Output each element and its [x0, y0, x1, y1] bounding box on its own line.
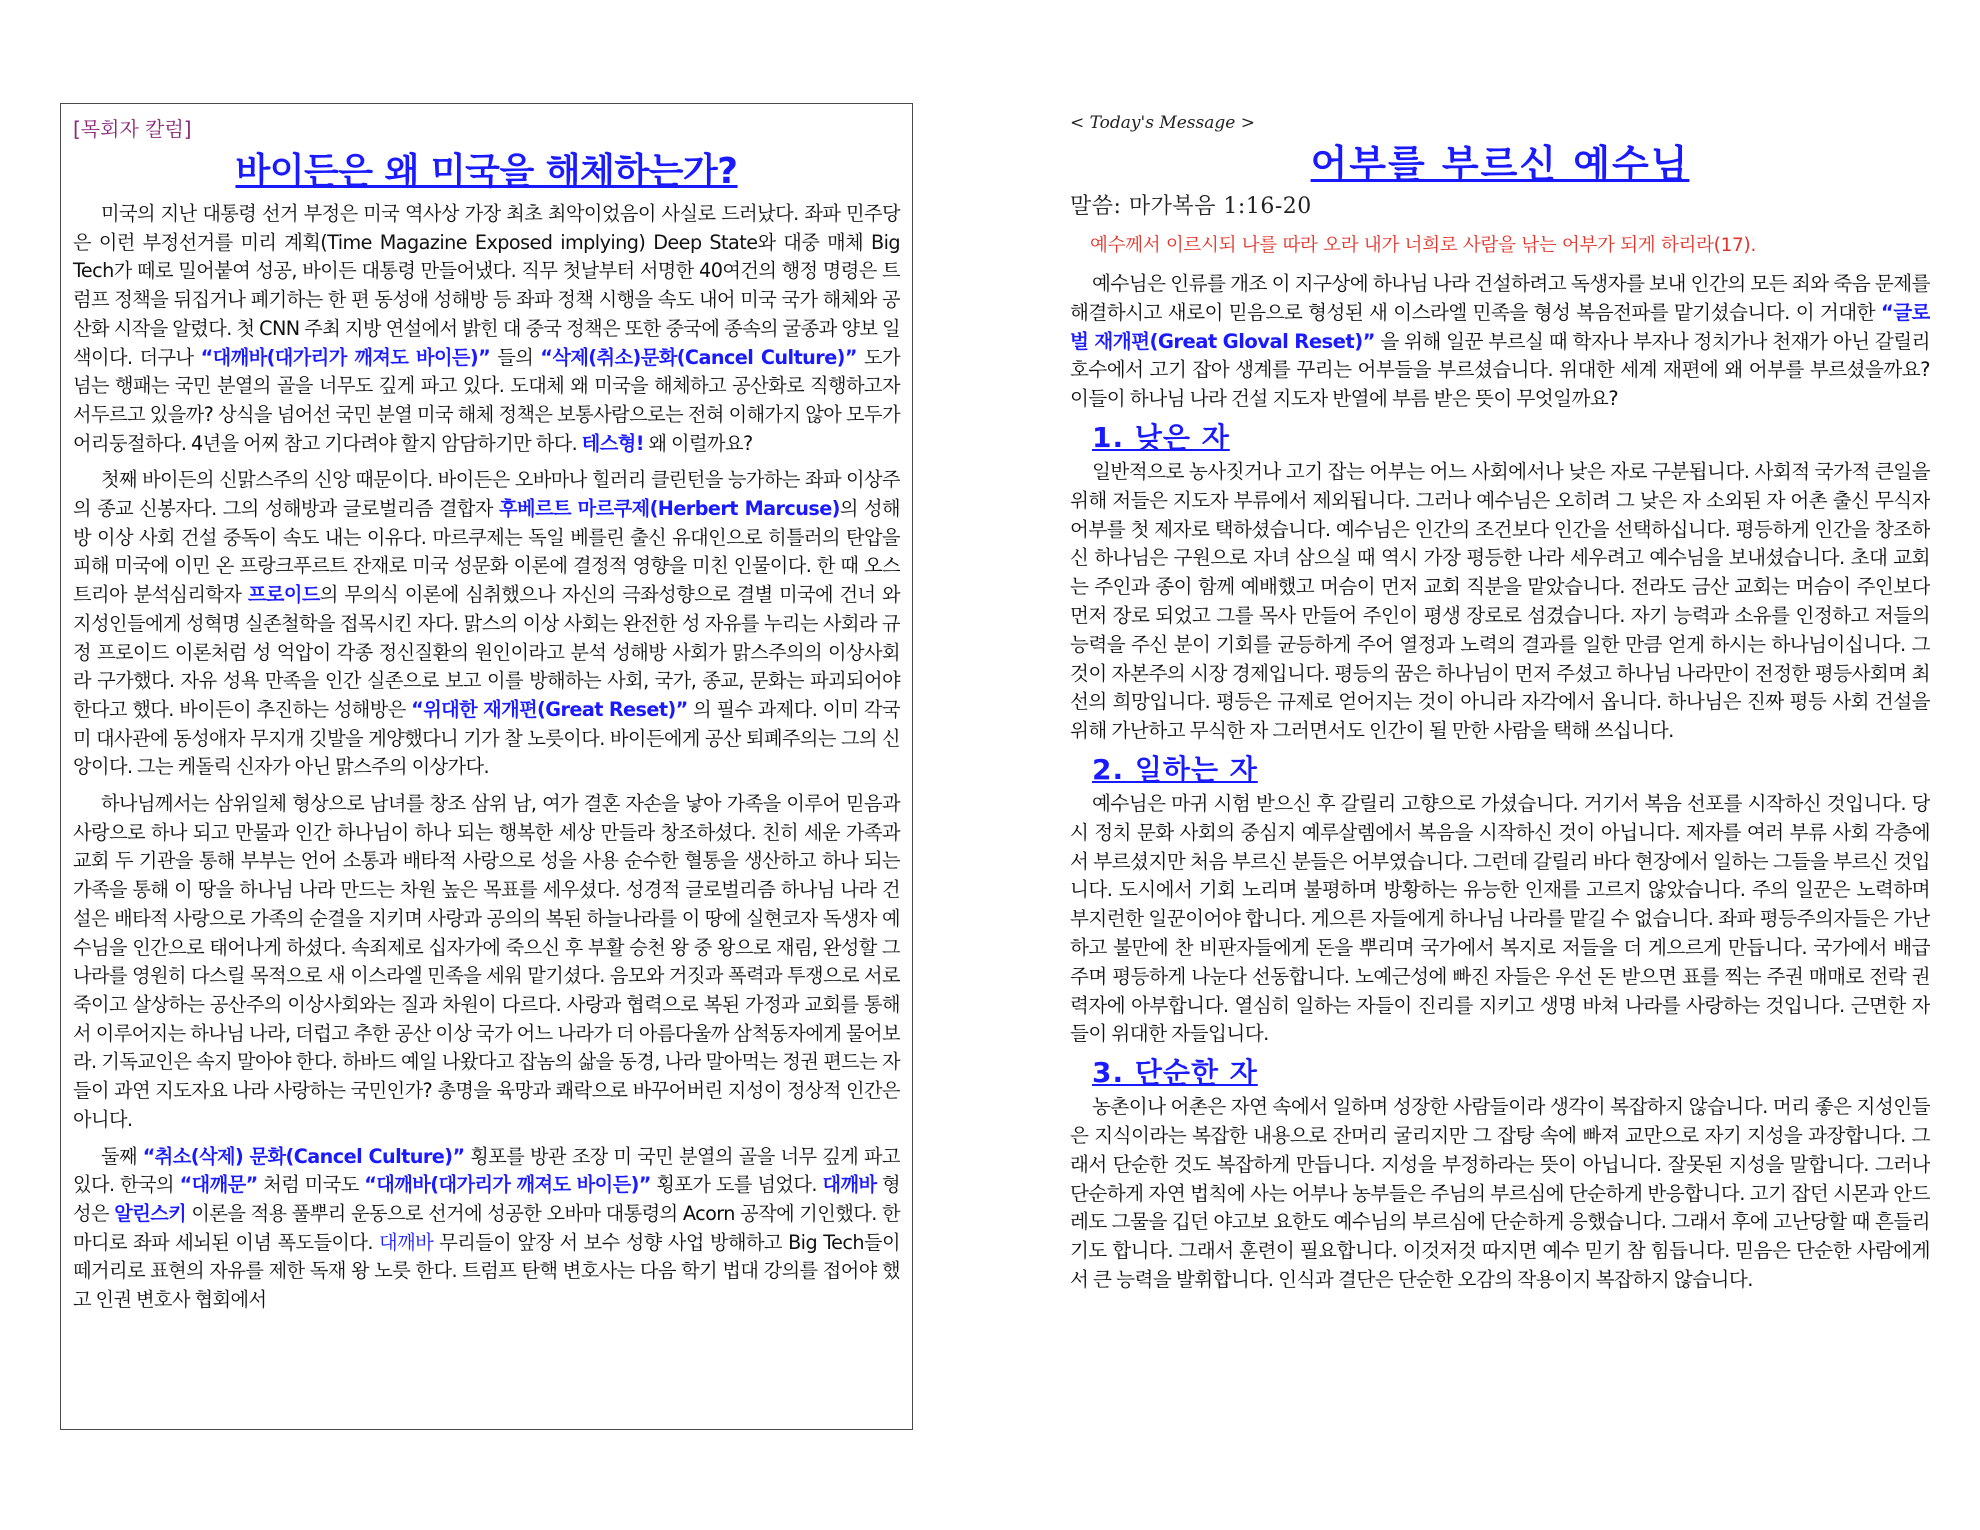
message-title: 어부를 부르신 예수님: [1310, 142, 1690, 186]
section-2-heading: 2. 일하는 자: [1092, 752, 1258, 786]
section-1-heading: 1. 낮은 자: [1092, 420, 1230, 454]
message-label: < Today's Message >: [1070, 113, 1255, 133]
column-title: 바이든은 왜 미국을 해체하는가?: [235, 151, 738, 192]
column-paragraph-4: 둘째 “취소(삭제) 문화(Cancel Culture)” 횡포를 방관 조장 미 국민 분열의 골을 너무 깊게 파고 있다. 한국의 “대깨문” 처럼 미국도 “대깨바(대가리가 깨져도 바이든)” 횡포가 도를 넘었다. 대깨바 형성은 알린스키 이론을 적용 풀뿌리 운동으로 선거에 성공한 오바마 대통령의 Acorn 공작에 기인했다. 한마디로 좌파 세뇌된 이념 폭도들이다. 대깨바 무리들이 앞장 서 보수 성향 사업 방해하고 Big Tech들이 떼거리로 표현의 자유를 제한 독재 왕 노릇 한다. 트럼프 탄핵 변호사는 다음 학기 법대 강의를 접어야 했고 인권 변호사 협회에서: [73, 1144, 900, 1312]
message-intro: 예수님은 인류를 개조 이 지구상에 하나님 나라 건설하려고 독생자를 보내 인간의 모든 죄와 죽음 문제를 해결하시고 새로이 믿음으로 형성된 새 이스라엘 민족을 형성 복음전파를 맡기셨습니다. 이 거대한 “글로벌 재개편(Great Gloval Reset)” 을 위해 일꾼 부르실 때 학자나 부자나 정치가나 천재가 아닌 갈릴리 호수에서 고기 잡아 생계를 꾸리는 어부들을 부르셨습니다. 위대한 세계 재편에 왜 어부를 부르셨을까요? 이들이 하나님 나라 건설 지도자 반열에 부름 받은 뜻이 무엇일까요?: [1070, 272, 1930, 411]
column-paragraph-1: 미국의 지난 대통령 선거 부정은 미국 역사상 가장 최초 최악이었음이 사실로 드러났다. 좌파 민주당은 이런 부정선거를 미리 계획(Time Magazine Exposed implying) Deep State와 대중 매체 Big Tech가 떼로 밀어붙여 성공, 바이든 대통령 만들어냈다. 직무 첫날부터 서명한 40여건의 행정 명령은 트럼프 정책을 뒤집거나 폐기하는 한 편 동성애 성해방 등 좌파 정책 시행을 속도 내어 미국 국가 해체와 공산화 시작을 알렸다. 첫 CNN 주최 지방 연설에서 밝힌 대 중국 정책은 또한 중국에 종속의 굴종과 양보 일색이다. 더구나 “대깨바(대가리가 깨져도 바이든)” 들의 “삭제(취소)문화(Cancel Culture)” 도가 넘는 행패는 국민 분열의 골을 너무도 깊게 파고 있다. 도대체 왜 미국을 해체하고 공산화로 직행하고자 서두르고 있을까? 상식을 넘어선 국민 분열 미국 해체 정책은 보통사람으로는 전혀 이해가지 않아 모두가 어리둥절하다. 4년을 어찌 참고 기다려야 할지 암담하기만 하다. 테스형! 왜 이럴까요?: [73, 202, 900, 455]
section-3-body: 농촌이나 어촌은 자연 속에서 일하며 성장한 사람들이라 생각이 복잡하지 않습니다. 머리 좋은 지성인들은 지식이라는 복잡한 내용으로 잔머리 굴리지만 그 잡탕 속에 빠져 교만으로 자기 지성을 과장합니다. 그래서 단순한 것도 복잡하게 만듭니다. 지성을 부정하라는 뜻이 아닙니다. 잘못된 지성을 말합니다. 그러나 단순하게 자연 법칙에 사는 어부나 농부들은 주님의 부르심에 단순하게 반응합니다. 고기 잡던 시몬과 안드레도 그물을 깁던 야고보 요한도 예수님의 부르심에 단순하게 응했습니다. 그래서 후에 고난당할 때 흔들리기도 합니다. 그래서 훈련이 필요합니다. 이것저것 따지면 예수 믿기 참 힘듭니다. 믿음은 단순한 사람에게서 큰 능력을 발휘합니다. 인식과 결단은 단순한 오감의 작용이지 복잡하지 않습니다.: [1070, 1095, 1930, 1291]
scripture-reference: 말씀: 마가복음 1:16-20: [1070, 194, 1312, 219]
column-paragraph-3: 하나님께서는 삼위일체 형상으로 남녀를 창조 삼위 남, 여가 결혼 자손을 낳아 가족을 이루어 믿음과 사랑으로 하나 되고 만물과 인간 하나님이 하나 되는 행복한 세상 만들라 창조하셨다. 친히 세운 가족과 교회 두 기관을 통해 부부는 언어 소통과 배타적 사랑으로 성을 사용 순수한 혈통을 생산하고 하나 되는 가족을 통해 이 땅을 하나님 나라 만드는 차원 높은 목표를 세우셨다. 성경적 글로벌리즘 하나님 나라 건설은 배타적 사랑으로 가족의 순결을 지키며 사랑과 공의의 복된 하늘나라를 이 땅에 실현코자 독생자 예수님을 인간으로 태어나게 하셨다. 속죄제로 십자가에 죽으신 후 부활 승천 왕 중 왕으로 재림, 완성할 그 나라를 영원히 다스릴 목적으로 새 이스라엘 민족을 세워 맡기셨다. 음모와 거짓과 폭력과 투쟁으로 서로 죽이고 살상하는 공산주의 이상사회와는 질과 차원이 다르다. 사랑과 협력으로 복된 가정과 교회를 통해서 이루어지는 하나님 나라, 더럽고 추한 공산 이상 국가 어느 나라가 더 아름다울까 삼척동자에게 물어보라. 기독교인은 속지 말아야 한다. 하바드 예일 나왔다고 잡놈의 삶을 동경, 나라 말아먹는 정권 편드는 자들이 과연 지도자요 나라 사랑하는 국민인가? 총명을 육망과 쾌락으로 바꾸어버린 지성이 정상적 인간은 아니다.: [73, 792, 900, 1131]
todays-message: [1070, 112, 1930, 1472]
pastor-column: [60, 103, 913, 1430]
scripture-quote: 예수께서 이르시되 나를 따라 오라 내가 너희로 사람을 낚는 어부가 되게 하리라(17).: [1090, 235, 1757, 256]
section-3-heading: 3. 단순한 자: [1092, 1056, 1258, 1090]
column-paragraph-2: 첫째 바이든의 신맑스주의 신앙 때문이다. 바이든은 오바마나 힐러리 클린턴을 능가하는 좌파 이상주의 종교 신봉자다. 그의 성해방과 글로벌리즘 결합자 후베르트 마르쿠제(Herbert Marcuse)의 성해방 이상 사회 건설 중독이 속도 내는 이유다. 마르쿠제는 독일 베를린 출신 유대인으로 히틀러의 탄압을 피해 미국에 이민 온 프랑크푸르트 잔재로 미국 성문화 이론에 결정적 영향을 미친 인물이다. 한 때 오스트리아 분석심리학자 프로이드의 무의식 이론에 심취했으나 자신의 극좌성향으로 결별 미국에 건너 와 지성인들에게 성혁명 실존철학을 접목시킨 자다. 맑스의 이상 사회는 완전한 성 자유를 누리는 사회라 규정 프로이드 이론처럼 성 억압이 각종 정신질환의 원인이라고 분석 성해방 사회가 맑스주의의 이상사회라 구가했다. 자유 성욕 만족을 인간 실존으로 보고 이를 방해하는 사회, 국가, 종교, 문화는 파괴되어야 한다고 했다. 바이든이 추진하는 성해방은 “위대한 재개편(Great Reset)” 의 필수 과제다. 이미 각국 미 대사관에 동성애자 무지개 깃발을 게양했다니 기가 찰 노릇이다. 바이든에게 공산 퇴폐주의는 그의 신앙이다. 그는 케돌릭 신자가 아닌 맑스주의 이상가다.: [73, 468, 900, 779]
column-label: [목회자 칼럼]: [73, 117, 192, 141]
section-2-body: 예수님은 마귀 시험 받으신 후 갈릴리 고향으로 가셨습니다. 거기서 복음 선포를 시작하신 것입니다. 당시 정치 문화 사회의 중심지 예루살렘에서 복음을 시작하신 것이 아닙니다. 제자를 여러 부류 사회 각층에서 부르셨지만 처음 부르신 분들은 어부였습니다. 그런데 갈릴리 바다 현장에서 일하는 그들을 부르신 것입니다. 도시에서 기회 노리며 불평하며 방황하는 유능한 인재를 고르지 않았습니다. 주의 일꾼은 노력하며 부지런한 일꾼이어야 합니다. 게으른 자들에게 하나님 나라를 맡길 수 없습니다. 좌파 평등주의자들은 가난하고 불만에 찬 비판자들에게 돈을 뿌리며 국가에서 복지로 저들을 더 게으르게 만듭니다. 국가에서 배급 주며 평등하게 나눈다 선동합니다. 노예근성에 빠진 자들은 우선 돈 받으면 표를 찍는 주권 매매로 전락 권력자에 아부합니다. 열심히 일하는 자들이 진리를 지키고 생명 바쳐 나라를 사랑하는 것입니다. 근면한 자들이 위대한 자들입니다.: [1070, 791, 1930, 1046]
section-1-body: 일반적으로 농사짓거나 고기 잡는 어부는 어느 사회에서나 낮은 자로 구분됩니다. 사회적 국가적 큰일을 위해 저들은 지도자 부류에서 제외됩니다. 그러나 예수님은 오히려 그 낮은 자 소외된 자 어촌 출신 무식자 어부를 첫 제자로 택하셨습니다. 예수님은 인간의 조건보다 인간을 선택하십니다. 평등하게 인간을 창조하신 하나님은 구원으로 자녀 삼으실 때 역시 가장 평등한 나라 세우려고 예수님을 보내셨습니다. 초대 교회는 주인과 종이 함께 예배했고 머슴이 먼저 교회 직분을 맡았습니다. 전라도 금산 교회는 머슴이 주인보다 먼저 장로 되었고 그를 목사 만들어 주인이 평생 장로로 섬겼습니다. 자기 능력과 소유를 인정하고 저들의 능력을 주신 분이 기회를 균등하게 주어 열정과 노력의 결과를 일한 만큼 얻게 하시는 하나님이십니다. 그것이 자본주의 시장 경제입니다. 평등의 꿈은 하나님이 먼저 주셨고 하나님 나라만이 전정한 평등사회며 최선의 희망입니다. 평등은 규제로 얻어지는 것이 아니라 자각에서 옵니다. 하나님은 진짜 평등 사회 건설을 위해 가난하고 무식한 자 그러면서도 인간이 될 만한 사람을 택해 쓰십니다.: [1070, 459, 1930, 743]
